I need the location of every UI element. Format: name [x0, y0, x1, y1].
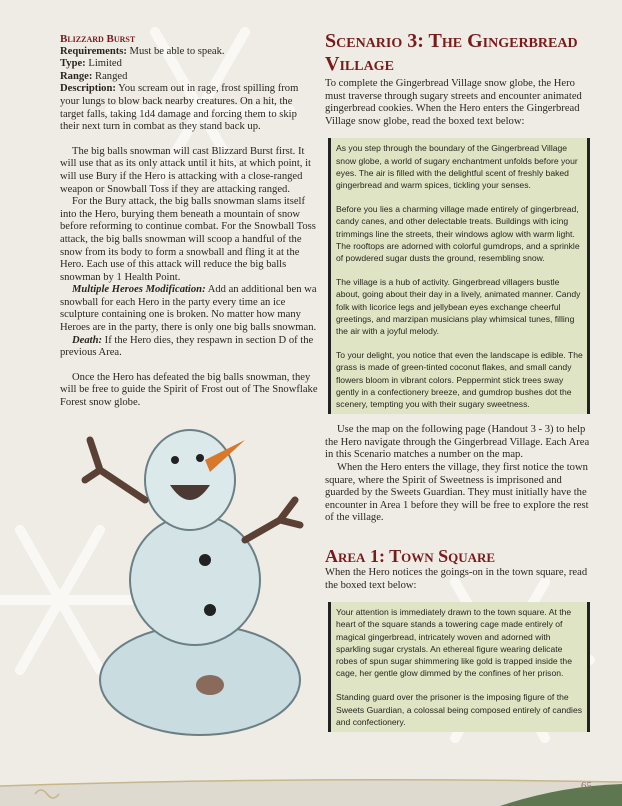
page-footer-ornament — [0, 772, 622, 806]
paragraph: When the Hero notices the goings-on in the town square, read the boxed text below: — [325, 566, 588, 591]
boxed-paragraph: Before you lies a charming village made entirely of gingerbread, candy canes, and other delectable treats. Buildings with icing trimmings line the streets, their windows aglow with warm light. The rooftops are adorned with colorful gumdrops, and a sprinkle of powdered sugar dusts the ground, resembling snow. — [336, 204, 580, 263]
value: Must be able to speak. — [129, 45, 225, 57]
label: Death: — [72, 334, 103, 346]
boxed-paragraph: The village is a hub of activity. Gingerbread villagers bustle about, going about their day in a lively, animated manner. Candy folk with licorice legs and jellybean eyes exchange cheerful greetings, and marzipan musicians play whimsical tunes, filling the air with a joyful melody. — [336, 277, 581, 337]
paragraph: For the Bury attack, the big balls snowman slams itself into the Hero, burying them beneath a mountain of snow before reforming to continue combat. For the Snowball Toss attack, the big balls snowman will scoop a handful of the snow from its body to form a snowball and fling it at the Hero. Each use of this attack will reduce the big balls snowman by 1 Health Point. — [60, 196, 316, 283]
value: Ranged — [95, 70, 128, 82]
label: Multiple Heroes Modification: — [72, 284, 206, 296]
paragraph: Once the Hero has defeated the big balls snowman, they will be free to guide the Spirit of Frost out of The Snowflake Forest snow globe. — [60, 371, 318, 409]
spell-description — [60, 83, 318, 133]
paragraph: Use the map on the following page (Handout 3 - 3) to help the Hero navigate through the Gingerbread Village. Each Area in this Scenario matches a number on the map. — [325, 424, 590, 461]
label: Type: — [60, 58, 86, 70]
death-paragraph — [60, 335, 318, 360]
label: Description: — [60, 83, 116, 95]
boxed-paragraph: Standing guard over the prisoner is the imposing figure of the Sweets Guardian, a colossal being composed entirely of candies and confectionery. — [336, 692, 583, 727]
page-number: 65 — [581, 780, 592, 792]
boxed-paragraph: As you step through the boundary of the Gingerbread Village snow globe, a world of sugary enchantment unfolds before your eyes. The air is filled with the delightful scent of freshly baked gingerbread and warm spices, tickling your senses. — [336, 143, 578, 190]
snowman-illustration — [80, 390, 320, 740]
left-column — [60, 33, 318, 410]
value: If the Hero dies, they respawn in section D of the previous Area. — [60, 334, 314, 359]
spell-requirements — [60, 46, 318, 59]
boxed-text — [328, 602, 590, 732]
spell-type — [60, 58, 318, 71]
spell-title: Blizzard Burst — [60, 33, 136, 45]
area-title: Area 1: Town Square — [325, 545, 496, 566]
label: Range: — [60, 70, 93, 82]
value: Limited — [88, 58, 122, 70]
paragraph: When the Hero enters the village, they first notice the town square, where the Spirit of Sweetness is imprisoned and guarded by the Sweets Guardian. They must initially have the encounter in Area 1 before they will be free to explore the rest of the village. — [325, 462, 589, 524]
value: You scream out in rage, frost spilling from your lungs to blow back nearby creatures. On a hit, the target falls, taking 1d4 damage and forcing them to skip their next turn in combat as they stand back up. — [60, 83, 299, 133]
label: Requirements: — [60, 45, 127, 57]
boxed-text — [328, 138, 590, 414]
spell-range — [60, 71, 318, 84]
right-column — [325, 30, 593, 742]
value: Add an additional ben wa snowball for each Hero in the party every time an ice sculpture containing one is broken. No matter how many Heroes are in the party, there is only one big balls snowman. — [60, 284, 317, 334]
scenario-title: Scenario 3: The Gingerbread Village — [325, 30, 578, 75]
paragraph: The big balls snowman will cast Blizzard Burst first. It will use that as its only attack until it hits, at which point, it will use Bury if the Hero is attacking with a close-ranged weapon or Snowball Toss if they are attacking ranged. — [60, 145, 311, 195]
modification-paragraph — [60, 284, 318, 334]
boxed-paragraph: Your attention is immediately drawn to the town square. At the heart of the square stands a towering cage made entirely of magical gingerbread, intricately woven and adorned with sparkling sugar crystals. An ethereal figure wearing delicate robes of spun sugar shimmering like gold is trapped inside the cage, her gentle glow dimmed by the confines of her prison. — [336, 607, 572, 679]
boxed-paragraph: To your delight, you notice that even the landscape is edible. The grass is made of green-tinted coconut flakes, and small candy flowers bloom in vibrant colors. Peppermint stick trees sway gently in a confectionery breeze, and gumdrop bushes dot the scenery, tempting you with their sugary sweetness. — [336, 350, 583, 410]
paragraph: To complete the Gingerbread Village snow globe, the Hero must traverse through sugary streets and encounter animated gingerbread cookies. When the Hero enters the Gingerbread Village snow globe, read the boxed text below: — [325, 78, 582, 127]
